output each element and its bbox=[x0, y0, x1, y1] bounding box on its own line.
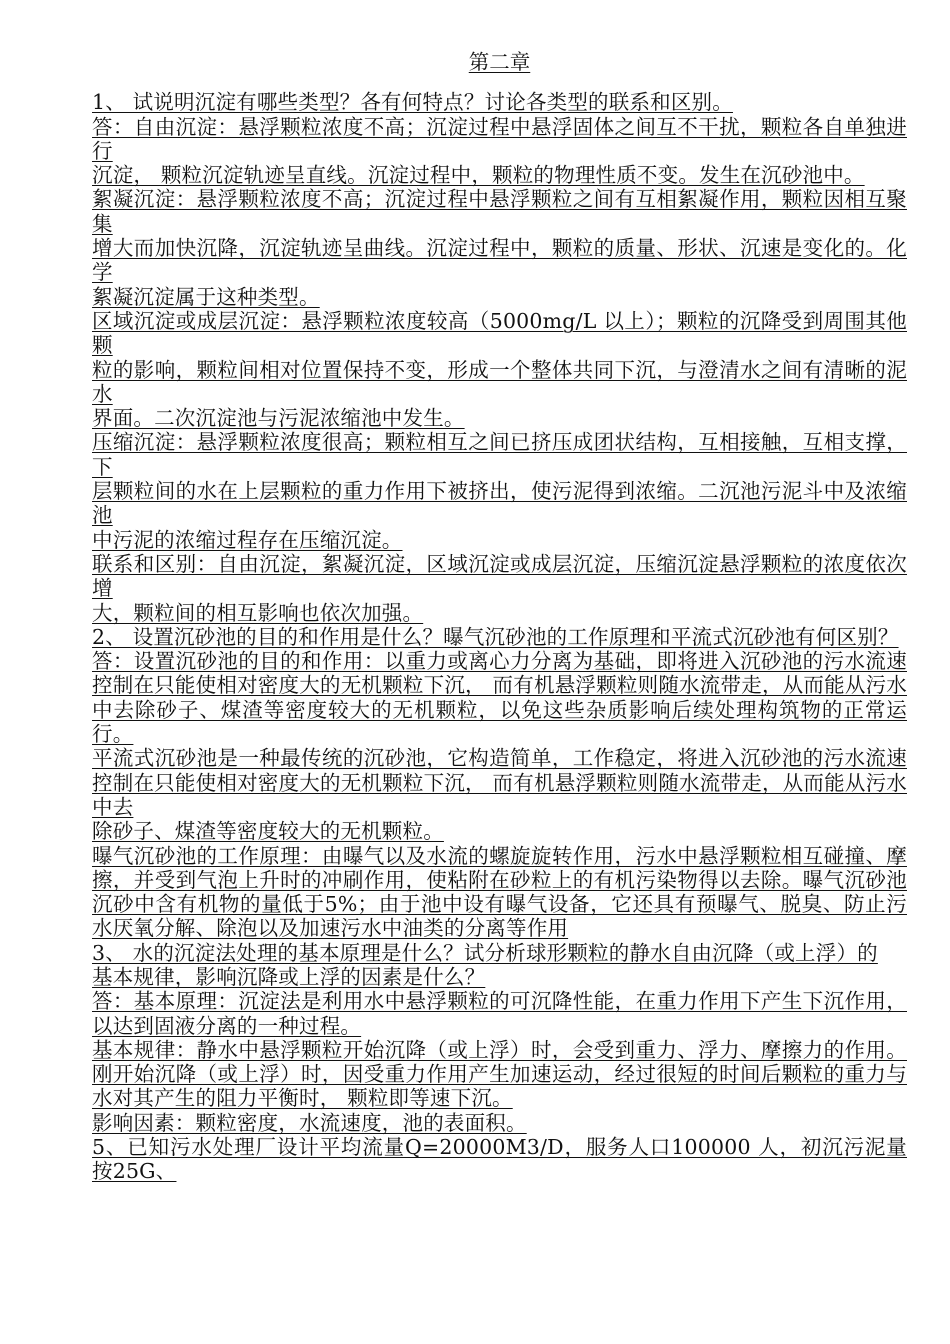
paragraph: 联系和区别：自由沉淀，絮凝沉淀，区域沉淀或成层沉淀，压缩沉淀悬浮颗粒的浓度依次增 bbox=[92, 551, 907, 601]
paragraph: 平流式沉砂池是一种最传统的沉砂池，它构造简单，工作稳定，将进入沉砂池的污水流速控制在只能使相对密度大的无机颗粒下沉， 而有机悬浮颗粒则随水流带走，从而能从污水中去 bbox=[92, 746, 907, 819]
paragraph: 粒的影响，颗粒间相对位置保持不变，形成一个整体共同下沉，与澄清水之间有清晰的泥水 bbox=[92, 357, 907, 406]
question-5: 5、已知污水处理厂设计平均流量Q=20000M3/D，服务人口100000 人，初沉污泥量按25G、 bbox=[92, 1135, 907, 1184]
paragraph: 层颗粒间的水在上层颗粒的重力作用下被挤出，使污泥得到浓缩。二沉池污泥斗中及浓缩池 bbox=[92, 479, 907, 528]
paragraph: 压缩沉淀：悬浮颗粒浓度很高；颗粒相互之间已挤压成团状结构，互相接触，互相支撑，下 bbox=[92, 430, 907, 479]
paragraph: 界面。二次沉淀池与污泥浓缩池中发生。 bbox=[92, 406, 465, 431]
document-page bbox=[92, 50, 907, 1184]
paragraph: 中污泥的浓缩过程存在压缩沉淀。 bbox=[92, 527, 403, 552]
paragraph: 影响因素：颗粒密度，水流速度，池的表面积。 bbox=[92, 1110, 527, 1135]
chapter-title: 第二章 bbox=[468, 50, 531, 74]
paragraph: 絮凝沉淀：悬浮颗粒浓度不高；沉淀过程中悬浮颗粒之间有互相絮凝作用，颗粒因相互聚集 bbox=[92, 187, 907, 236]
paragraph: 区域沉淀或成层沉淀：悬浮颗粒浓度较高（5000mg/L 以上）；颗粒的沉降受到周围其他颗 bbox=[92, 308, 907, 358]
paragraph: 除砂子、煤渣等密度较大的无机颗粒。 bbox=[92, 819, 444, 844]
paragraph: 曝气沉砂池的工作原理：由曝气以及水流的螺旋旋转作用，污水中悬浮颗粒相互碰撞、摩擦，并受到气泡上升时的冲刷作用，使粘附在砂粒上的有机污染物得以去除。曝气沉砂池沉砂中含有机物的量低于5%；由于池中设有曝气设备，它还具有预曝气、脱臭、防止污水厌氧分解、除泡以及加速污水中油类的分离等作用 bbox=[92, 843, 907, 941]
question-2: 2、 设置沉砂池的目的和作用是什么？曝气沉砂池的工作原理和平流式沉砂池有何区别？ bbox=[92, 624, 899, 649]
paragraph: 沉淀， 颗粒沉淀轨迹呈直线。沉淀过程中，颗粒的物理性质不变。发生在沉砂池中。 bbox=[92, 163, 865, 188]
paragraph: 答：自由沉淀：悬浮颗粒浓度不高；沉淀过程中悬浮固体之间互不干扰，颗粒各自单独进行 bbox=[92, 114, 907, 163]
paragraph: 基本规律，影响沉降或上浮的因素是什么？ bbox=[92, 964, 486, 989]
paragraph: 基本规律：静水中悬浮颗粒开始沉降（或上浮）时，会受到重力、浮力、摩擦力的作用。刚开始沉降（或上浮）时，因受重力作用产生加速运动，经过很短的时间后颗粒的重力与水对其产生的阻力平衡时， 颗粒即等速下沉。 bbox=[92, 1037, 907, 1111]
paragraph: 增大而加快沉降，沉淀轨迹呈曲线。沉淀过程中，颗粒的质量、形状、沉速是变化的。化学 bbox=[92, 236, 907, 285]
paragraph: 1、 试说明沉淀有哪些类型？各有何特点？讨论各类型的联系和区别。 bbox=[92, 90, 733, 115]
paragraph: 大，颗粒间的相互影响也依次加强。 bbox=[92, 600, 424, 625]
paragraph: 絮凝沉淀属于这种类型。 bbox=[92, 284, 320, 309]
question-3: 3、 水的沉淀法处理的基本原理是什么？试分析球形颗粒的静水自由沉降（或上浮）的 bbox=[92, 940, 878, 965]
paragraph: 答：基本原理：沉淀法是利用水中悬浮颗粒的可沉降性能，在重力作用下产生下沉作用，以达到固液分离的一种过程。 bbox=[92, 989, 907, 1038]
paragraph: 答：设置沉砂池的目的和作用：以重力或离心力分离为基础，即将进入沉砂池的污水流速控制在只能使相对密度大的无机颗粒下沉， 而有机悬浮颗粒则随水流带走，从而能从污水中去除砂子、煤渣等密度较大的无机颗粒，以免这些杂质影响后续处理构筑物的正常运行。 bbox=[92, 649, 907, 747]
